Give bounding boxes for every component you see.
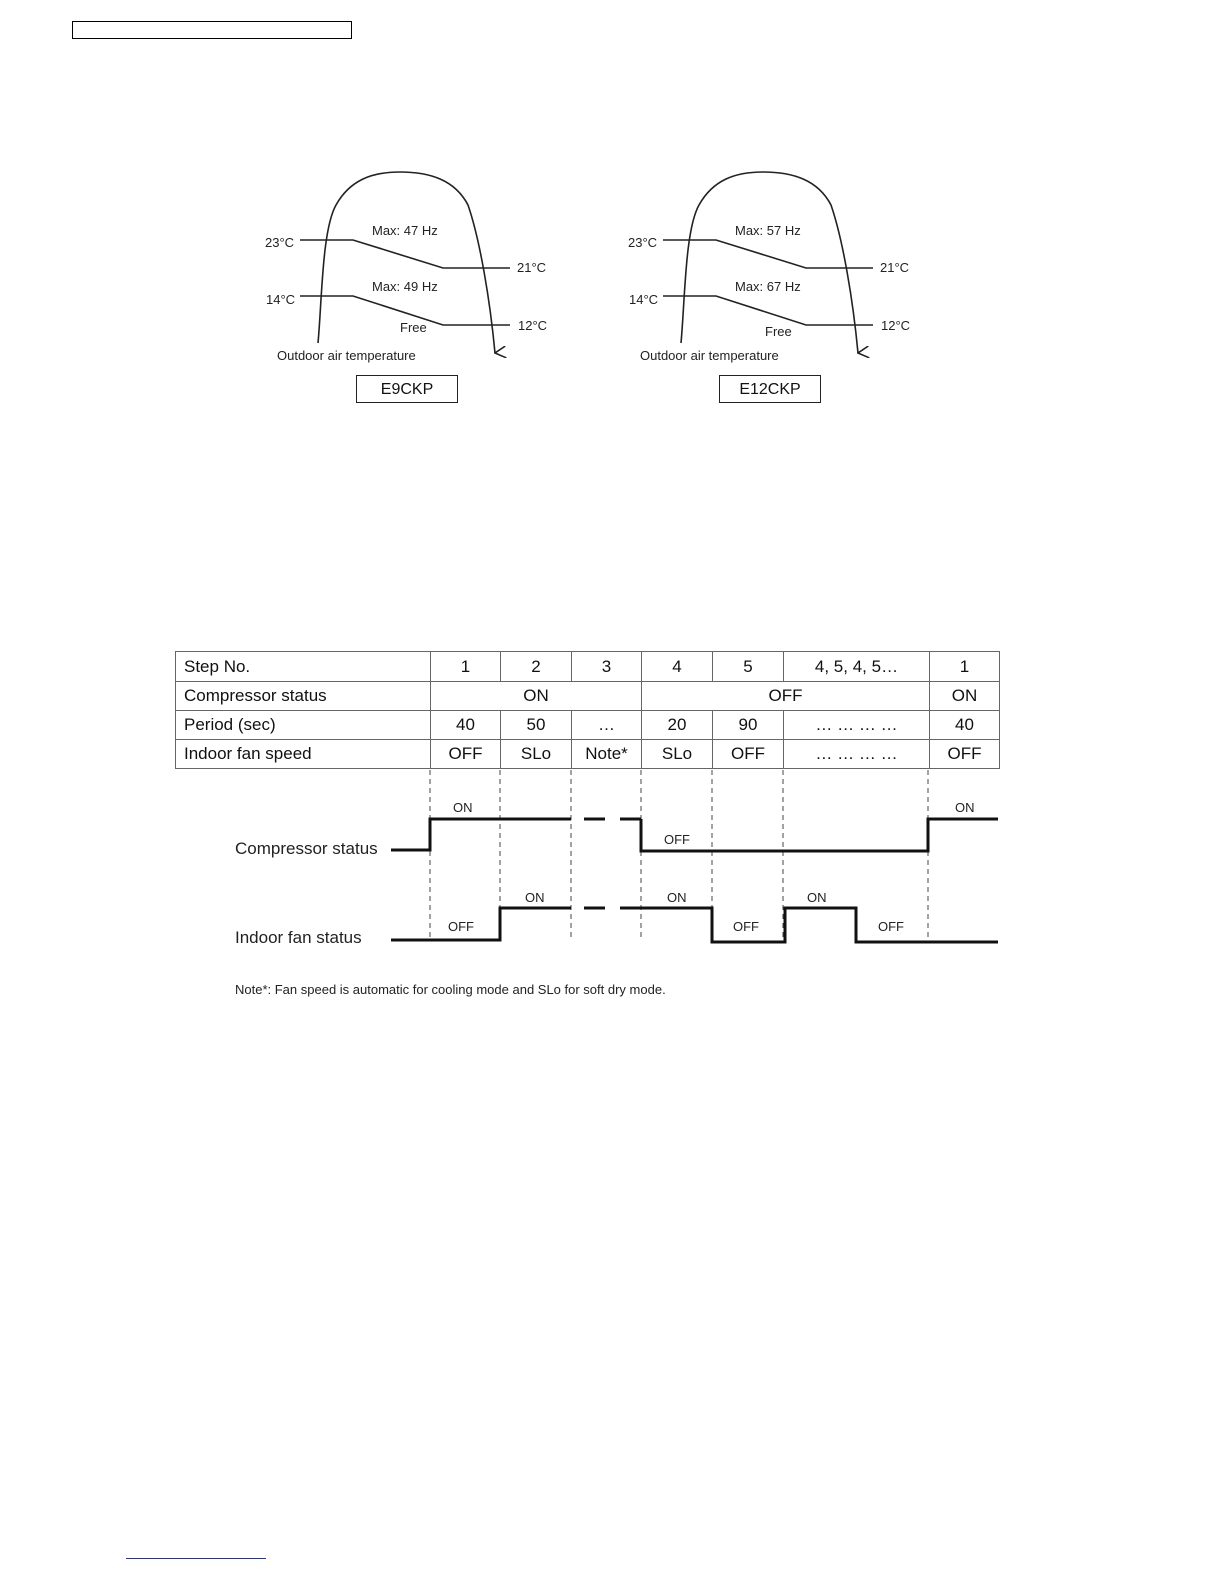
fan-on-1: ON (525, 890, 545, 905)
table-row (176, 740, 1000, 769)
table-row (176, 711, 1000, 740)
upper-left-temp: 23°C (628, 235, 658, 250)
lower-max-label: Max: 49 Hz (372, 279, 438, 294)
table-cell: … … … … (784, 740, 930, 769)
table-cell: ON (431, 682, 642, 711)
timing-diagram (235, 770, 998, 947)
row-label: Indoor fan speed (176, 740, 431, 769)
lower-right-temp: 12°C (518, 318, 548, 333)
model-label-e9ckp: E9CKP (356, 375, 458, 403)
table-cell: 5 (713, 652, 784, 682)
table-cell: SLo (642, 740, 713, 769)
compressor-status-label: Compressor status (235, 839, 378, 858)
comp-on-1: ON (453, 800, 473, 815)
fan-speed-note: Note*: Fan speed is automatic for cooling mode and SLo for soft dry mode. (235, 982, 666, 997)
table-cell: 50 (501, 711, 572, 740)
row-label: Period (sec) (176, 711, 431, 740)
table-cell: ON (930, 682, 1000, 711)
model-label-e12ckp: E12CKP (719, 375, 821, 403)
table-cell: 1 (431, 652, 501, 682)
axis-label: Outdoor air temperature (277, 348, 416, 363)
compressor-waveform (391, 819, 998, 851)
lower-left-temp: 14°C (629, 292, 659, 307)
chart-e9ckp (265, 172, 547, 363)
table-cell: OFF (930, 740, 1000, 769)
table-cell: 4 (642, 652, 713, 682)
step-table (175, 651, 1000, 769)
table-cell: … (572, 711, 642, 740)
fan-waveform (391, 908, 998, 942)
table-row (176, 682, 1000, 711)
table-cell: 40 (431, 711, 501, 740)
row-label: Compressor status (176, 682, 431, 711)
comp-on-2: ON (955, 800, 975, 815)
fan-off-3: OFF (878, 919, 904, 934)
table-cell: … … … … (784, 711, 930, 740)
table-cell: 40 (930, 711, 1000, 740)
table-cell: OFF (642, 682, 930, 711)
free-label: Free (765, 324, 792, 339)
fan-off-2: OFF (733, 919, 759, 934)
lower-max-label: Max: 67 Hz (735, 279, 801, 294)
table-cell: 2 (501, 652, 572, 682)
table-cell: OFF (713, 740, 784, 769)
table-row (176, 652, 1000, 682)
chart-e12ckp (628, 172, 910, 363)
comp-off: OFF (664, 832, 690, 847)
lower-threshold-line (663, 296, 873, 325)
footer-link-line[interactable] (126, 1558, 266, 1559)
table-cell: Note* (572, 740, 642, 769)
table-cell: 3 (572, 652, 642, 682)
table-cell: 4, 5, 4, 5… (784, 652, 930, 682)
table-cell: 20 (642, 711, 713, 740)
upper-max-label: Max: 57 Hz (735, 223, 801, 238)
fan-on-3: ON (807, 890, 827, 905)
fan-off-1: OFF (448, 919, 474, 934)
fan-on-2: ON (667, 890, 687, 905)
upper-right-temp: 21°C (880, 260, 910, 275)
axis-label: Outdoor air temperature (640, 348, 779, 363)
upper-left-temp: 23°C (265, 235, 295, 250)
fan-status-label: Indoor fan status (235, 928, 362, 947)
table-cell: 1 (930, 652, 1000, 682)
upper-max-label: Max: 47 Hz (372, 223, 438, 238)
table-cell: 90 (713, 711, 784, 740)
table-cell: SLo (501, 740, 572, 769)
free-label: Free (400, 320, 427, 335)
step-divider-lines (430, 770, 928, 940)
upper-right-temp: 21°C (517, 260, 547, 275)
lower-right-temp: 12°C (881, 318, 911, 333)
row-label: Step No. (176, 652, 431, 682)
table-cell: OFF (431, 740, 501, 769)
lower-left-temp: 14°C (266, 292, 296, 307)
